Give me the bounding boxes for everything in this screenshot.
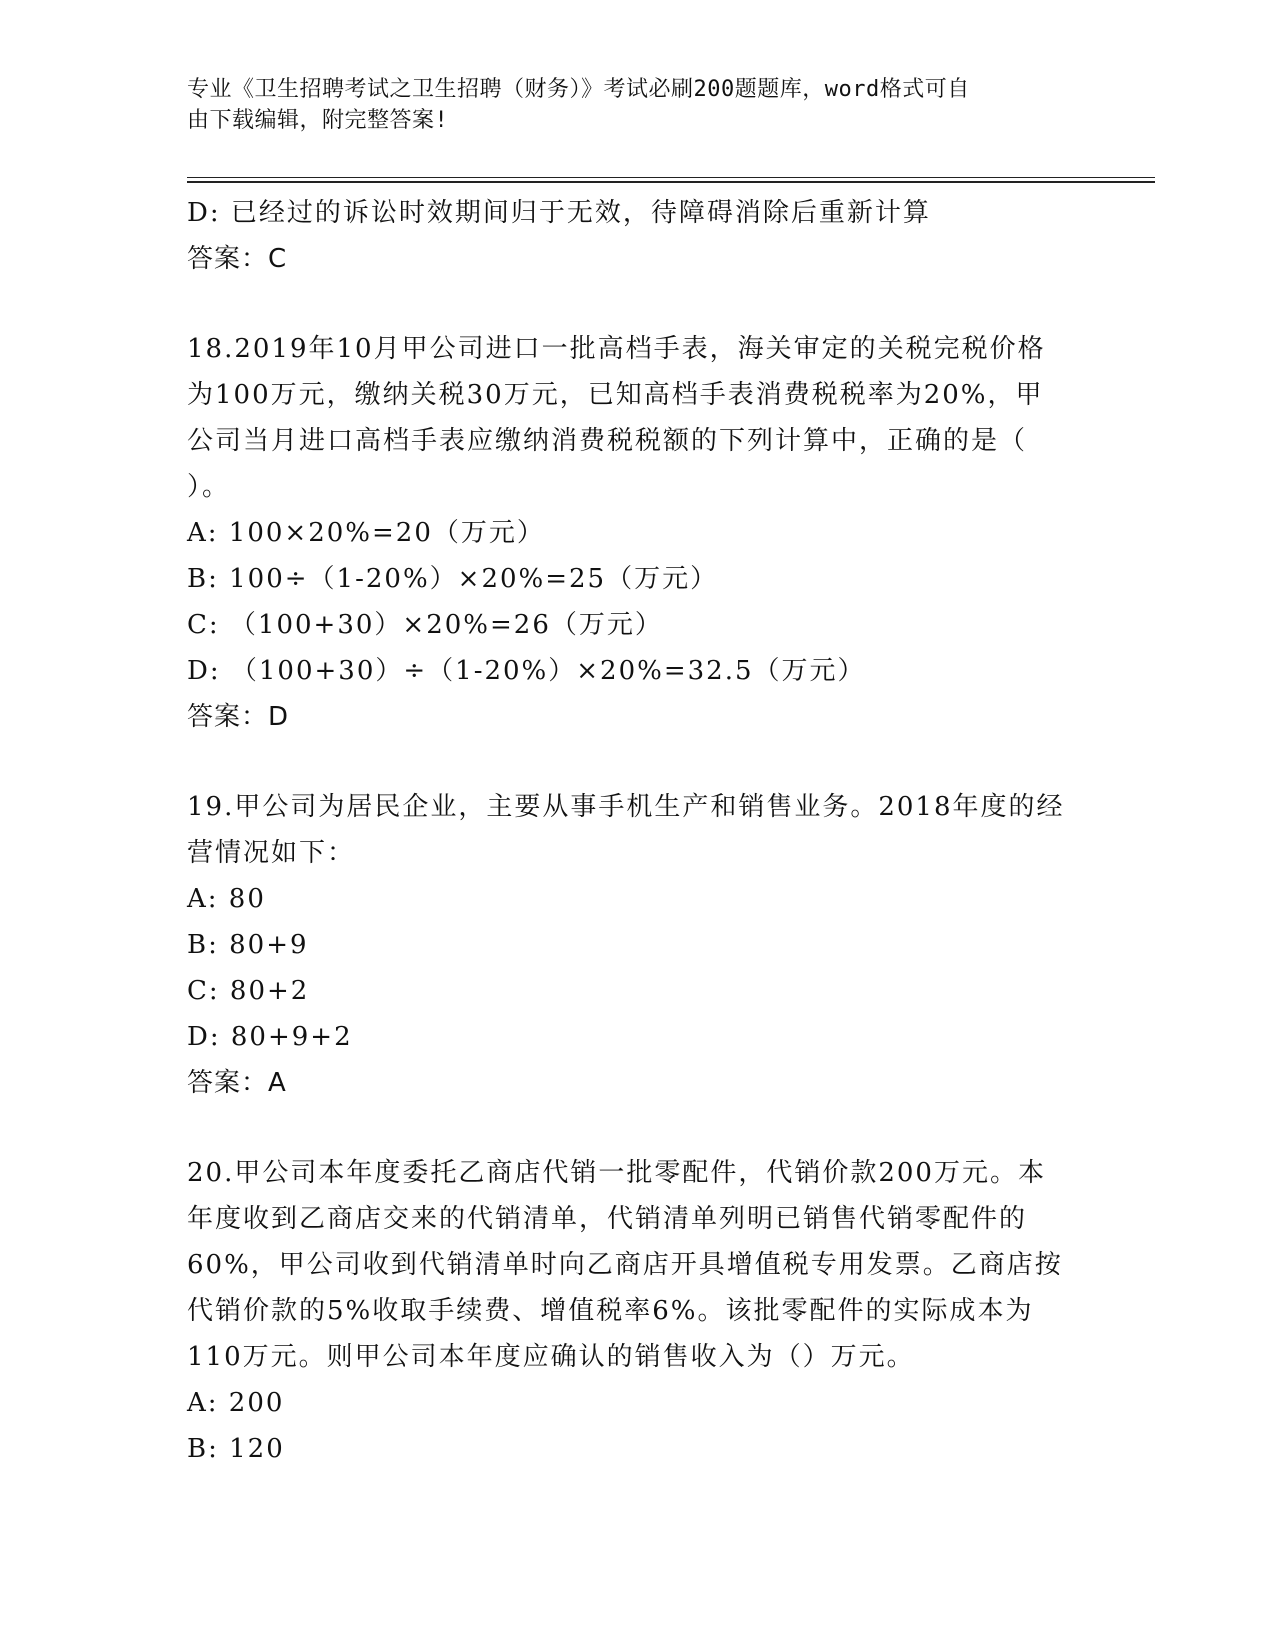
option-c: C: 80+2 (187, 976, 310, 1006)
header-divider (187, 177, 1155, 178)
spacer (187, 740, 1087, 784)
option-a: A: 200 (187, 1388, 285, 1418)
answer: 答案：A (187, 1068, 287, 1098)
question-text: 营情况如下： (187, 838, 356, 868)
question-text: 60%，甲公司收到代销清单时向乙商店开具增值税专用发票。乙商店按 (187, 1250, 1063, 1280)
question-text: 为100万元，缴纳关税30万元，已知高档手表消费税税率为20%，甲 (187, 380, 1044, 410)
question-text: 19.甲公司为居民企业，主要从事手机生产和销售业务。2018年度的经 (187, 792, 1065, 822)
question-text: 18.2019年10月甲公司进口一批高档手表，海关审定的关税完税价格 (187, 334, 1046, 364)
header-line: 由下载编辑，附完整答案! (187, 108, 449, 133)
option-d: D: 已经过的诉讼时效期间归于无效，待障碍消除后重新计算 (187, 198, 931, 228)
answer: 答案：C (187, 244, 288, 274)
option-a: A: 80 (187, 884, 266, 914)
option-c: C: （100+30）×20%=26（万元） (187, 610, 663, 640)
question-text: 20.甲公司本年度委托乙商店代销一批零配件，代销价款200万元。本 (187, 1158, 1046, 1188)
question-text: 代销价款的5%收取手续费、增值税率6%。该批零配件的实际成本为 (187, 1296, 1034, 1326)
option-b: B: 80+9 (187, 930, 309, 960)
question-text: 公司当月进口高档手表应缴纳消费税税额的下列计算中，正确的是（ (187, 426, 1028, 456)
question-text: ）。 (187, 472, 231, 502)
option-b: B: 120 (187, 1434, 285, 1464)
spacer (187, 1106, 1087, 1150)
question-18 (187, 326, 1087, 740)
page-header (187, 74, 1087, 136)
question-text: 年度收到乙商店交来的代销清单，代销清单列明已销售代销零配件的 (187, 1204, 1028, 1234)
previous-question-tail (187, 190, 1087, 282)
question-19 (187, 784, 1087, 1106)
answer: 答案：D (187, 702, 290, 732)
question-text: 110万元。则甲公司本年度应确认的销售收入为（）万元。 (187, 1342, 915, 1372)
option-b: B: 100÷（1-20%）×20%=25（万元） (187, 564, 719, 594)
header-divider (187, 181, 1155, 183)
spacer (187, 282, 1087, 326)
option-d: D: 80+9+2 (187, 1022, 353, 1052)
option-a: A: 100×20%=20（万元） (187, 518, 545, 548)
question-20 (187, 1150, 1087, 1472)
option-d: D: （100+30）÷（1-20%）×20%=32.5（万元） (187, 656, 866, 686)
document-body (187, 190, 1087, 1472)
header-line: 专业《卫生招聘考试之卫生招聘（财务）》考试必刷200题题库，word格式可自 (187, 77, 970, 102)
